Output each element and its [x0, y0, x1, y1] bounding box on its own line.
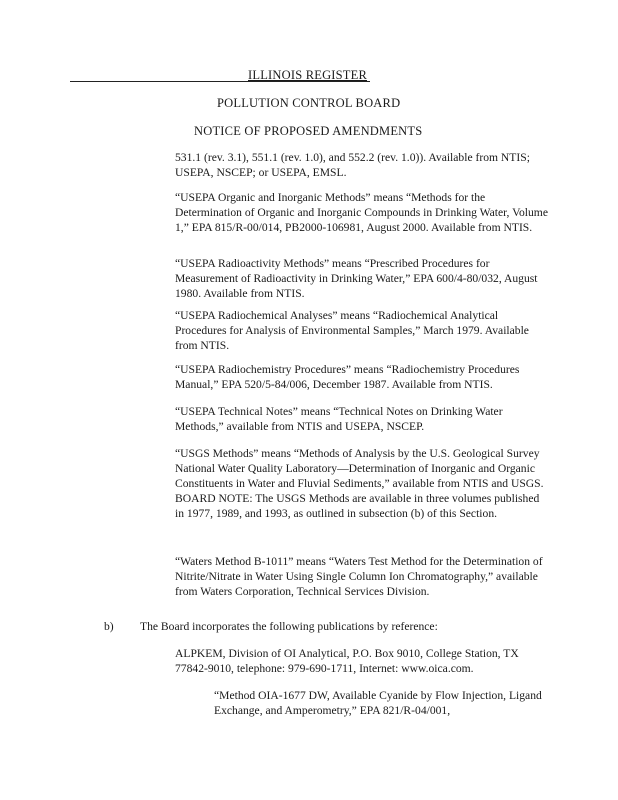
paragraph-usepa-technical-notes: [175, 404, 550, 434]
subsection-label: b): [104, 620, 114, 633]
subsection-intro: The Board incorporates the following publications by reference:: [140, 620, 438, 633]
board-title: POLLUTION CONTROL BOARD: [217, 96, 401, 110]
paragraph-text: “USEPA Radiochemistry Procedures” means “Radiochemistry Procedures Manual,” EPA 520/5-84/006, December 1987. Available from NTIS.: [175, 363, 520, 391]
paragraph-usgs-methods: [175, 446, 550, 521]
paragraph-methods-availability: [175, 150, 550, 180]
paragraph-method-oia: [214, 688, 554, 718]
paragraph-text: 531.1 (rev. 3.1), 551.1 (rev. 1.0), and 552.2 (rev. 1.0)). Available from NTIS; USEPA, NSCEP; or USEPA, EMSL.: [175, 151, 530, 179]
paragraph-text: “USEPA Organic and Inorganic Methods” means “Methods for the Determination of Organic and Inorganic Compounds in Drinking Water, Volume 1,” EPA 815/R-00/014, PB2000-106981, August 2000. Available from NTIS.: [175, 191, 548, 234]
paragraph-text: “USEPA Radioactivity Methods” means “Prescribed Procedures for Measurement of Radioactivity in Drinking Water,” EPA 600/4-80/032, August 1980. Available from NTIS.: [175, 257, 538, 300]
board-note: BOARD NOTE: The USGS Methods are available in three volumes published in 1977, 1989, and 1993, as outlined in subsection (b) of this Section.: [175, 492, 540, 520]
paragraph-alpkem: [175, 646, 550, 676]
notice-title: NOTICE OF PROPOSED AMENDMENTS: [194, 124, 423, 138]
paragraph-text: “USGS Methods” means “Methods of Analysis by the U.S. Geological Survey National Water Quality Laboratory—Determination of Inorganic and Organic Constituents in Water and Fluvial Sediments,” available from NTIS and USGS.: [175, 447, 544, 490]
paragraph-waters-method: [175, 554, 550, 599]
paragraph-usepa-radiochemistry: [175, 362, 550, 392]
paragraph-text: “USEPA Radiochemical Analyses” means “Radiochemical Analytical Procedures for Analysis of Environmental Samples,” March 1979. Available from NTIS.: [175, 309, 529, 352]
paragraph-usepa-organic-inorganic: [175, 190, 550, 235]
paragraph-usepa-radioactivity: [175, 256, 550, 301]
paragraph-text: “USEPA Technical Notes” means “Technical Notes on Drinking Water Methods,” available from NTIS and USEPA, NSCEP.: [175, 405, 503, 433]
register-title: ILLINOIS REGISTER: [248, 68, 368, 82]
paragraph-text: “Method OIA-1677 DW, Available Cyanide by Flow Injection, Ligand Exchange, and Amperometry,” EPA 821/R-04/001,: [214, 689, 542, 717]
paragraph-text: ALPKEM, Division of OI Analytical, P.O. Box 9010, College Station, TX 77842-9010, telephone: 979-690-1711, Internet: www.oica.com.: [175, 647, 519, 675]
paragraph-text: “Waters Method B-1011” means “Waters Test Method for the Determination of Nitrite/Nitrate in Water Using Single Column Ion Chromatography,” available from Waters Corporation, Technical Services Division.: [175, 555, 543, 598]
paragraph-usepa-radiochemical: [175, 308, 550, 353]
